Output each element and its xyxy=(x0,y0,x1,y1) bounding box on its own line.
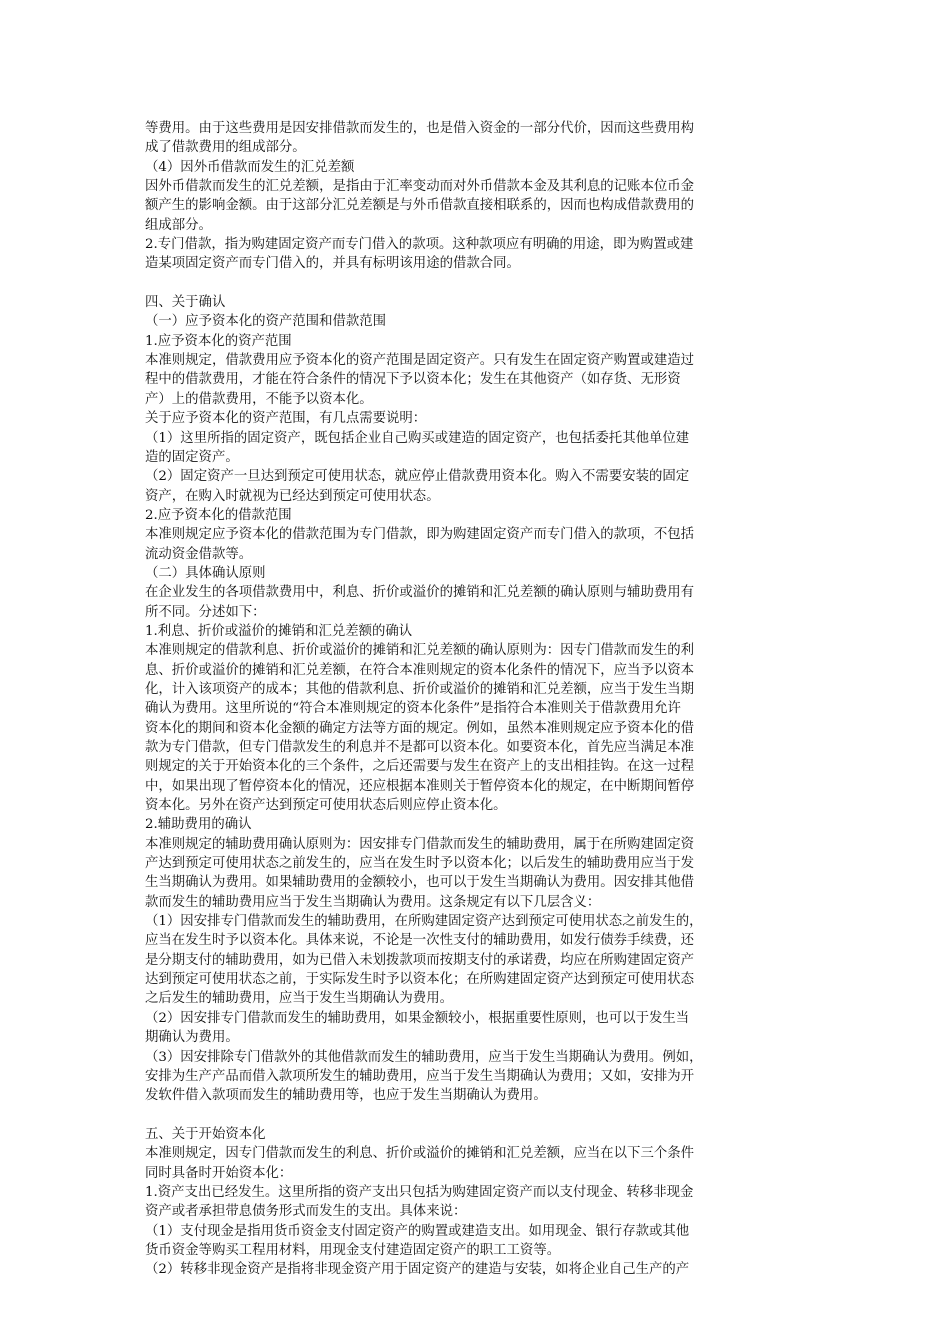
text-line: 五、关于开始资本化 xyxy=(145,1126,266,1142)
text-line: 造的固定资产。 xyxy=(145,449,239,465)
text-line: 款而发生的辅助费用应当于发生当期确认为费用。这条规定有以下几层含义： xyxy=(145,894,601,910)
text-line: （1）支付现金是指用货币资金支付固定资产的购置或建造支出。如用现金、银行存款或其他 xyxy=(145,1223,690,1239)
text-line: （4）因外币借款而发生的汇兑差额 xyxy=(145,159,355,175)
text-line: 款为专门借款，但专门借款发生的利息并不是都可以资本化。如要资本化，首先应当满足本准 xyxy=(145,740,695,755)
text-line: （一）应予资本化的资产范围和借款范围 xyxy=(145,314,387,330)
text-line: 货币资金等购买工程用材料，用现金支付建造固定资产的职工工资等。 xyxy=(145,1242,561,1258)
text-line: 1.资产支出已经发生。这里所指的资产支出只包括为购建固定资产而以支付现金、转移非现金 xyxy=(145,1184,694,1200)
text-line: 本准则规定，因专门借款而发生的利息、折价或溢价的摊销和汇兑差额，应当在以下三个条件 xyxy=(145,1146,695,1162)
text-line: 程中的借款费用，才能在符合条件的情况下予以资本化；发生在其他资产（如存货、无形资 xyxy=(145,372,681,388)
text-line: 之后发生的辅助费用，应当于发生当期确认为费用。 xyxy=(145,991,453,1007)
text-line: 中，如果出现了暂停资本化的情况，还应根据本准则关于暂停资本化的规定，在中断期间暂停 xyxy=(145,778,695,794)
text-line: （2）转移非现金资产是指将非现金资产用于固定资产的建造与安装，如将企业自己生产的产 xyxy=(145,1262,690,1278)
text-line: 发软件借入款项而发生的辅助费用等，也应于发生当期确认为费用。 xyxy=(145,1088,547,1104)
text-line: 2.应予资本化的借款范围 xyxy=(145,507,292,523)
text-line: 四、关于确认 xyxy=(145,295,226,311)
blank-line xyxy=(145,1106,810,1125)
text-line: （1）因安排专门借款而发生的辅助费用，在所购建固定资产达到预定可使用状态之前发生的， xyxy=(145,914,703,930)
text-line: 产）上的借款费用，不能予以资本化。 xyxy=(145,391,373,407)
text-line: 组成部分。 xyxy=(145,217,212,233)
text-line: 因外币借款而发生的汇兑差额，是指由于汇率变动而对外币借款本金及其利息的记账本位币金 xyxy=(145,179,695,195)
text-line: 所不同。分述如下： xyxy=(145,604,266,620)
text-line: （1）这里所指的固定资产，既包括企业自己购买或建造的固定资产，也包括委托其他单位建 xyxy=(145,430,690,446)
text-line: 期确认为费用。 xyxy=(145,1030,239,1046)
text-line: （3）因安排除专门借款外的其他借款而发生的辅助费用，应当于发生当期确认为费用。例如， xyxy=(145,1049,703,1065)
text-line: 本准则规定，借款费用应予资本化的资产范围是固定资产。只有发生在固定资产购置或建造过 xyxy=(145,353,695,369)
text-line: 化，计入该项资产的成本；其他的借款利息、折价或溢价的摊销和汇兑差额，应当于发生当期 xyxy=(145,681,695,697)
text-line: 资产或者承担带息债务形式而发生的支出。具体来说： xyxy=(145,1204,467,1220)
text-line: 资产，在购入时就视为已经达到预定可使用状态。 xyxy=(145,488,440,504)
text-line: 资本化。另外在资产达到预定可使用状态后则应停止资本化。 xyxy=(145,798,507,814)
text-line: 等费用。由于这些费用是因安排借款而发生的，也是借入资金的一部分代价，因而这些费用构 xyxy=(145,121,695,136)
text-line: 资本化的期间和资本化金额的确定方法等方面的规定。例如，虽然本准则规定应予资本化的借 xyxy=(145,720,695,736)
text-line: 确认为费用。这里所说的“符合本准则规定的资本化条件”是指符合本准则关于借款费用允许 xyxy=(145,701,681,717)
text-line: 息、折价或溢价的摊销和汇兑差额，在符合本准则规定的资本化条件的情况下，应当予以资本 xyxy=(145,662,695,678)
text-line: 关于应予资本化的资产范围，有几点需要说明： xyxy=(145,411,427,427)
text-line: 额产生的影响金额。由于这部分汇兑差额是与外币借款直接相联系的，因而也构成借款费用的 xyxy=(145,198,695,214)
text-line: 达到预定可使用状态之前，于实际发生时予以资本化；在所购建固定资产达到预定可使用状态 xyxy=(145,972,695,988)
text-line: 造某项固定资产而专门借入的，并具有标明该用途的借款合同。 xyxy=(145,256,520,272)
text-line: 流动资金借款等。 xyxy=(145,546,253,562)
text-line: 生当期确认为费用。如果辅助费用的金额较小，也可以于发生当期确认为费用。因安排其他借 xyxy=(145,875,695,891)
text-line: 则规定的关于开始资本化的三个条件，之后还需要与发生在资产上的支出相挂钩。在这一过程 xyxy=(145,759,695,775)
text-line: （二）具体确认原则 xyxy=(145,565,266,581)
text-line: 在企业发生的各项借款费用中，利息、折价或溢价的摊销和汇兑差额的确认原则与辅助费用有 xyxy=(145,585,695,601)
text-line: 2.专门借款，指为购建固定资产而专门借入的款项。这种款项应有明确的用途，即为购置或建 xyxy=(145,237,694,253)
text-line: 本准则规定的借款利息、折价或溢价的摊销和汇兑差额的确认原则为：因专门借款而发生的利 xyxy=(145,643,695,659)
text-line: 2.辅助费用的确认 xyxy=(145,817,252,833)
document-body xyxy=(145,119,810,1280)
text-line: 1.应予资本化的资产范围 xyxy=(145,333,292,349)
text-line: 成了借款费用的组成部分。 xyxy=(145,140,306,156)
text-line: 产达到预定可使用状态之前发生的，应当在发生时予以资本化；以后发生的辅助费用应当于发 xyxy=(145,856,695,872)
text-line: 安排为生产产品而借入款项所发生的辅助费用，应当于发生当期确认为费用；又如，安排为开 xyxy=(145,1068,695,1084)
text-line: 应当在发生时予以资本化。具体来说，不论是一次性支付的辅助费用，如发行债券手续费，还 xyxy=(145,933,695,949)
text-line: （2）固定资产一旦达到预定可使用状态，就应停止借款费用资本化。购入不需要安装的固定 xyxy=(145,469,690,485)
text-line: 同时具备时开始资本化： xyxy=(145,1165,293,1181)
text-line: 本准则规定应予资本化的借款范围为专门借款，即为购建固定资产而专门借入的款项，不包括 xyxy=(145,527,695,543)
blank-line xyxy=(145,274,810,293)
text-line: 1.利息、折价或溢价的摊销和汇兑差额的确认 xyxy=(145,623,413,639)
text-line: （2）因安排专门借款而发生的辅助费用，如果金额较小，根据重要性原则，也可以于发生当 xyxy=(145,1010,690,1026)
text-line: 本准则规定的辅助费用确认原则为：因安排专门借款而发生的辅助费用，属于在所购建固定资 xyxy=(145,836,695,852)
text-line: 是分期支付的辅助费用，如为已借入未划拨款项而按期支付的承诺费，均应在所购建固定资产 xyxy=(145,952,695,968)
